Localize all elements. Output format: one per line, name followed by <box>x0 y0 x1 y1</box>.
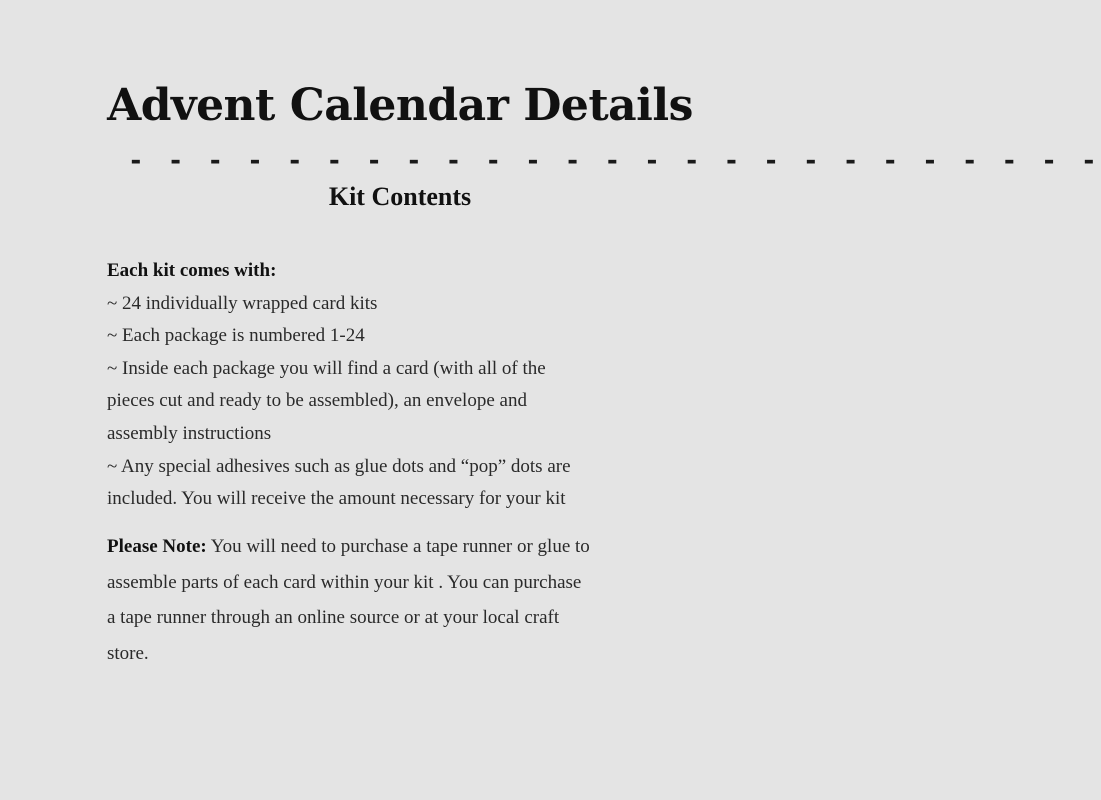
kit-item: pieces cut and ready to be assembled), an envelope and <box>107 390 527 412</box>
kit-contents-list <box>107 255 707 516</box>
kit-item: included. You will receive the amount necessary for your kit <box>107 488 566 510</box>
section-subtitle: Kit Contents <box>328 182 472 211</box>
note-line: store. <box>107 642 149 664</box>
note-line: assemble parts of each card within your kit . You can purchase <box>107 571 582 593</box>
kit-item: ~ Each package is numbered 1-24 <box>107 325 365 347</box>
kit-item: ~ 24 individually wrapped card kits <box>107 292 378 314</box>
kit-item: ~ Any special adhesives such as glue dots and “pop” dots are <box>107 455 571 477</box>
please-note-paragraph <box>107 529 727 671</box>
kit-item: ~ Inside each package you will find a card (with all of the <box>107 357 546 379</box>
note-text: You will need to purchase a tape runner or glue to <box>206 536 590 557</box>
dashed-divider: - - - - - - - - - - - - - - - - - - - - - - - - - <box>128 146 1101 176</box>
note-label: Please Note: <box>107 536 207 557</box>
kit-intro: Each kit comes with: <box>107 260 277 281</box>
page-title: Advent Calendar Details <box>107 80 693 131</box>
kit-item: assembly instructions <box>107 422 272 444</box>
note-line <box>107 529 727 565</box>
note-line: a tape runner through an online source or at your local craft <box>107 607 560 628</box>
